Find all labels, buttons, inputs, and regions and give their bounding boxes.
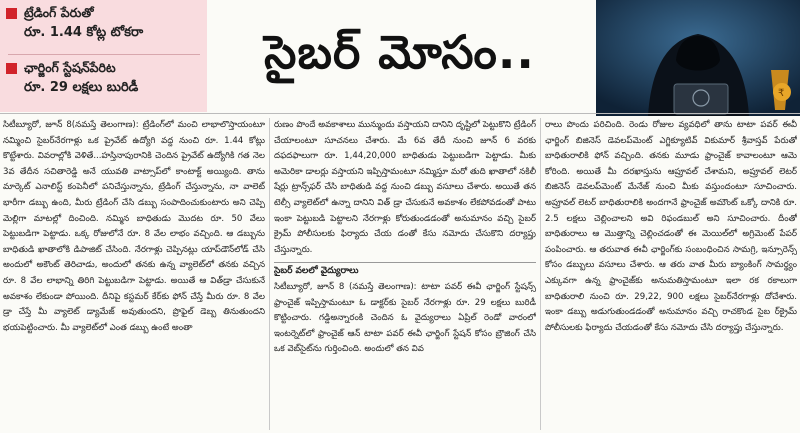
article-2-subhead-wrap <box>274 262 536 280</box>
column-divider <box>540 118 541 430</box>
hacker-photo <box>596 0 800 116</box>
kicker-2-line: ఛార్జింగ్ స్టేషన్‌పేరిట <box>24 60 116 75</box>
article-1-body-continued: రుణం పొందే అవకాశాలు మున్ముందు వస్తాయని దానిని దృష్టిలో పెట్టుకొని ట్రేడింగ్ చేయాలంటూ సూచనలు చేశారు. మే 6వ తేదీ నుంచి జూన్ 6 వరకు దఫదఫాలుగా రూ. 1,44,20,000 బాధితుడు పెట్టుబడిగా పెట్టాడు. మీకు అమెరికా డాలర్లు వస్తాయని ఇప్పిస్తామంటూ నమ్మిస్తూ మరో తుది ఖాతాలో నకిలీ షేర్లు ట్రాన్స్‌ఫర్ చేసి బాధితుడి వద్ద నుంచి డబ్బు వసూలు చేశారు. అయితే తన టెల్సీ వ్యాలెట్‌లో ఉన్నా దానిని విత్ డ్రా చేసుకునే అవకాశం లేకపోవడంతో పాటు ఇంకా పెట్టుబడి పెట్టాలని నేరగాళ్లు కోరుతుండడంతో అనుమానం వచ్చి సైబర్ క్రైమ్ పోలీసులకు ఫిర్యాదు చేయ డంతో కేసు నమోదు చేసుకొని దర్యాప్తు చేస్తున్నారు. <box>274 120 536 255</box>
article-2-body: సిటీబ్యూరో, జూన్ 8 (నమస్తే తెలంగాణ): టాటా పవర్ ఈవీ ఛార్జింగ్ స్టేషన్స్ ఫ్రాంచైజ్ ఇప్పిస్తామంటూ ఓ డాక్టర్‌కు సైబర్ నేరగాళ్లు రూ. 29 లక్షలు బురిడీ కొట్టించారు. గడ్డిఅన్నారంకి చెందిన ఓ వైద్యురాలు ఏప్రిల్ రెండో వారంలో ఇంటర్నెట్‌లో ఫ్రాంచైజ్ ఆన్ టాటా పవర్ ఈవీ ఛార్జింగ్ స్టేషన్ కోసం బ్రౌజింగ్ చేసి ఒక వెబ్‌సైట్‌ను గుర్తించింది. అందులో తన వివ <box>274 281 536 355</box>
kicker-2-sub: రూ. 29 లక్షలు బురిడీ <box>24 80 139 95</box>
kicker-panel <box>0 0 207 112</box>
hacker-photo-icon <box>596 0 800 116</box>
headline: సైబర్ మోసం.. <box>264 25 535 79</box>
column-divider <box>269 118 270 430</box>
article-2-body-continued: రాలు పొందు పరిచింది. రెండు రోజుల వ్యవధిలో తాను టాటా పవర్ ఈవీ ఛార్జింగ్ బిజినెస్ డెవలప్‌మెంట్ ఎగ్జిక్యూటివ్ వికుమార్ శ్రీవాస్తవ్ పేరుతో బాధితురాలికి ఫోన్ వచ్చింది. తనకు మూడు ఫ్రాంచైజ్ కావాలంటూ ఆమె కోరింది. అయితే మీ దరఖాస్తును ఆప్రూవల్ చేశామని, అప్రూవల్ లెటర్ బిజినెస్ డెవలప్‌మెంట్ మేనేజ్ నుంచి మీకు వస్తుందంటూ సూచించారు. అప్రూవల్ లెటర్ బాధితురాలికి అందగానే ఫ్రాంచైజ్ అమౌంట్ ఒక్కో దానికి రూ. 2.5 లక్షలు చెల్లించాలని అవి రిఫండబుల్ అని సూచించారు. దీంతో బాధితురాలు ఆ మొత్తాన్ని చెల్లించడంతో ఈ మెయిల్‌లో అగ్రిమెంట్ పేపర్ పంపించారు. ఆ తరువాత ఈవీ ఛార్జింగ్‌కు సంబంధించిన సామగ్రి, ఇన్సూరెన్స్ కోసం డబ్బులు వసూలు చేశారు. ఆ తరు వాత మీరు బ్యాంకింగ్ సామర్థ్యం ఎక్కువగా ఉన్న ఫ్రాంచైజ్‌కు అనుమతిస్తామంటూ ఇలా రక రకాలుగా బాధితురాలి నుంచి రూ. 29,22, 900 లక్షలు సైబర్‌నేరగాళ్లు దోచేశారు. ఇంకా డబ్బు అడుగుతుండడంతో అనుమానం వచ్చి రాచకొండ సైబ ర్‌క్రైమ్ పోలీసులకు ఫిర్యాదు చేయడంతో కేసు నమోదు చేసి దర్యాప్తు చేస్తున్నారు. <box>545 120 797 333</box>
kicker-1-sub: రూ. 1.44 కోట్ల టోకరా <box>24 25 144 40</box>
bullet-square-icon <box>6 8 17 19</box>
kicker-1 <box>6 3 204 43</box>
article-1-body: సిటీబ్యూరో, జూన్ 8(నమస్తే తెలంగాణ): ట్రేడింగ్‌లో మంచి లాభాలొస్తాయంటూ నమ్మించి సైబర్‌నేరగాళ్లు ఒక ప్రైవేట్ ఉద్యోగి వద్ద నుంచి రూ. 1.44 కోట్లు కొట్టేశారు. వివరాల్లోకి వెళితే...హస్తినాపురానికి చెందిన ప్రైవేట్ ఉద్యోగికి గత నెల 3వ తేదీన సచితారెడ్డి అనే యువతి వాట్సాప్‌లో కాంటాక్ట్ అయ్యింది. తాను మార్కెట్ ఎనాలిస్ట్ కంపెనీలో పనిచేస్తున్నాను, ట్రేడింగ్ చేస్తున్నాను, నా వాలెట్ భారీగా డబ్బు ఉంది, మీరు ట్రేడింగ్ చేసి డబ్బు సంపాదించుకుంటారు అని చెప్పి మెల్లిగా మాటల్లో దించింది. నమ్మిన బాధితుడు మొదట రూ. 50 వేలు పెట్టుబడిగా పెట్టాడు. ఒక్క రోజులోనే రూ. 8 వేల లాభం వచ్చింది. ఆ డబ్బును బాధితుడి ఖాతాలోకి డిపాజిట్ చేసింది. నేరగాళ్లు చెప్పినట్లు యాప్‌డౌన్‌లోడ్ చేసి అందులో అకౌంట్ తెరిచాడు, అందులో తనకు ఉన్న వ్యాలెట్‌లో తనకు వచ్చిన రూ. 8 వేల లాభాన్ని తిరిగి పెట్టుబడిగా పెట్టాడు. అయితే ఆ విత్‌డ్రా చేసుకునే అవకాశం లేకుండా పోయింది. దీనిపై కస్టమర్ కేర్‌కు ఫోన్ చేస్తే మీరు రూ. 8 వేల డ్రా చేస్తే మీ వ్యాలెట్ డ్యామేజ్ అవుతుందని, ప్రొఫైల్ డెబ్బ తినుతుందని భయపెట్టించారు. మీ వ్యాలెట్‌లో ఎంత డబ్బు ఉంటే అంతా <box>3 120 265 333</box>
svg-text:₹: ₹ <box>778 88 785 99</box>
article-2-title: సైబర్ వలలో వైద్యురాలు <box>274 266 359 277</box>
kicker-2 <box>6 58 204 98</box>
kicker-divider <box>8 54 200 55</box>
kicker-1-line: ట్రేడింగ్ పేరుతో <box>24 5 94 20</box>
column-2 <box>274 118 536 430</box>
bullet-square-icon <box>6 63 17 74</box>
header-rule <box>0 113 800 114</box>
column-3 <box>545 118 797 430</box>
column-1 <box>3 118 265 430</box>
